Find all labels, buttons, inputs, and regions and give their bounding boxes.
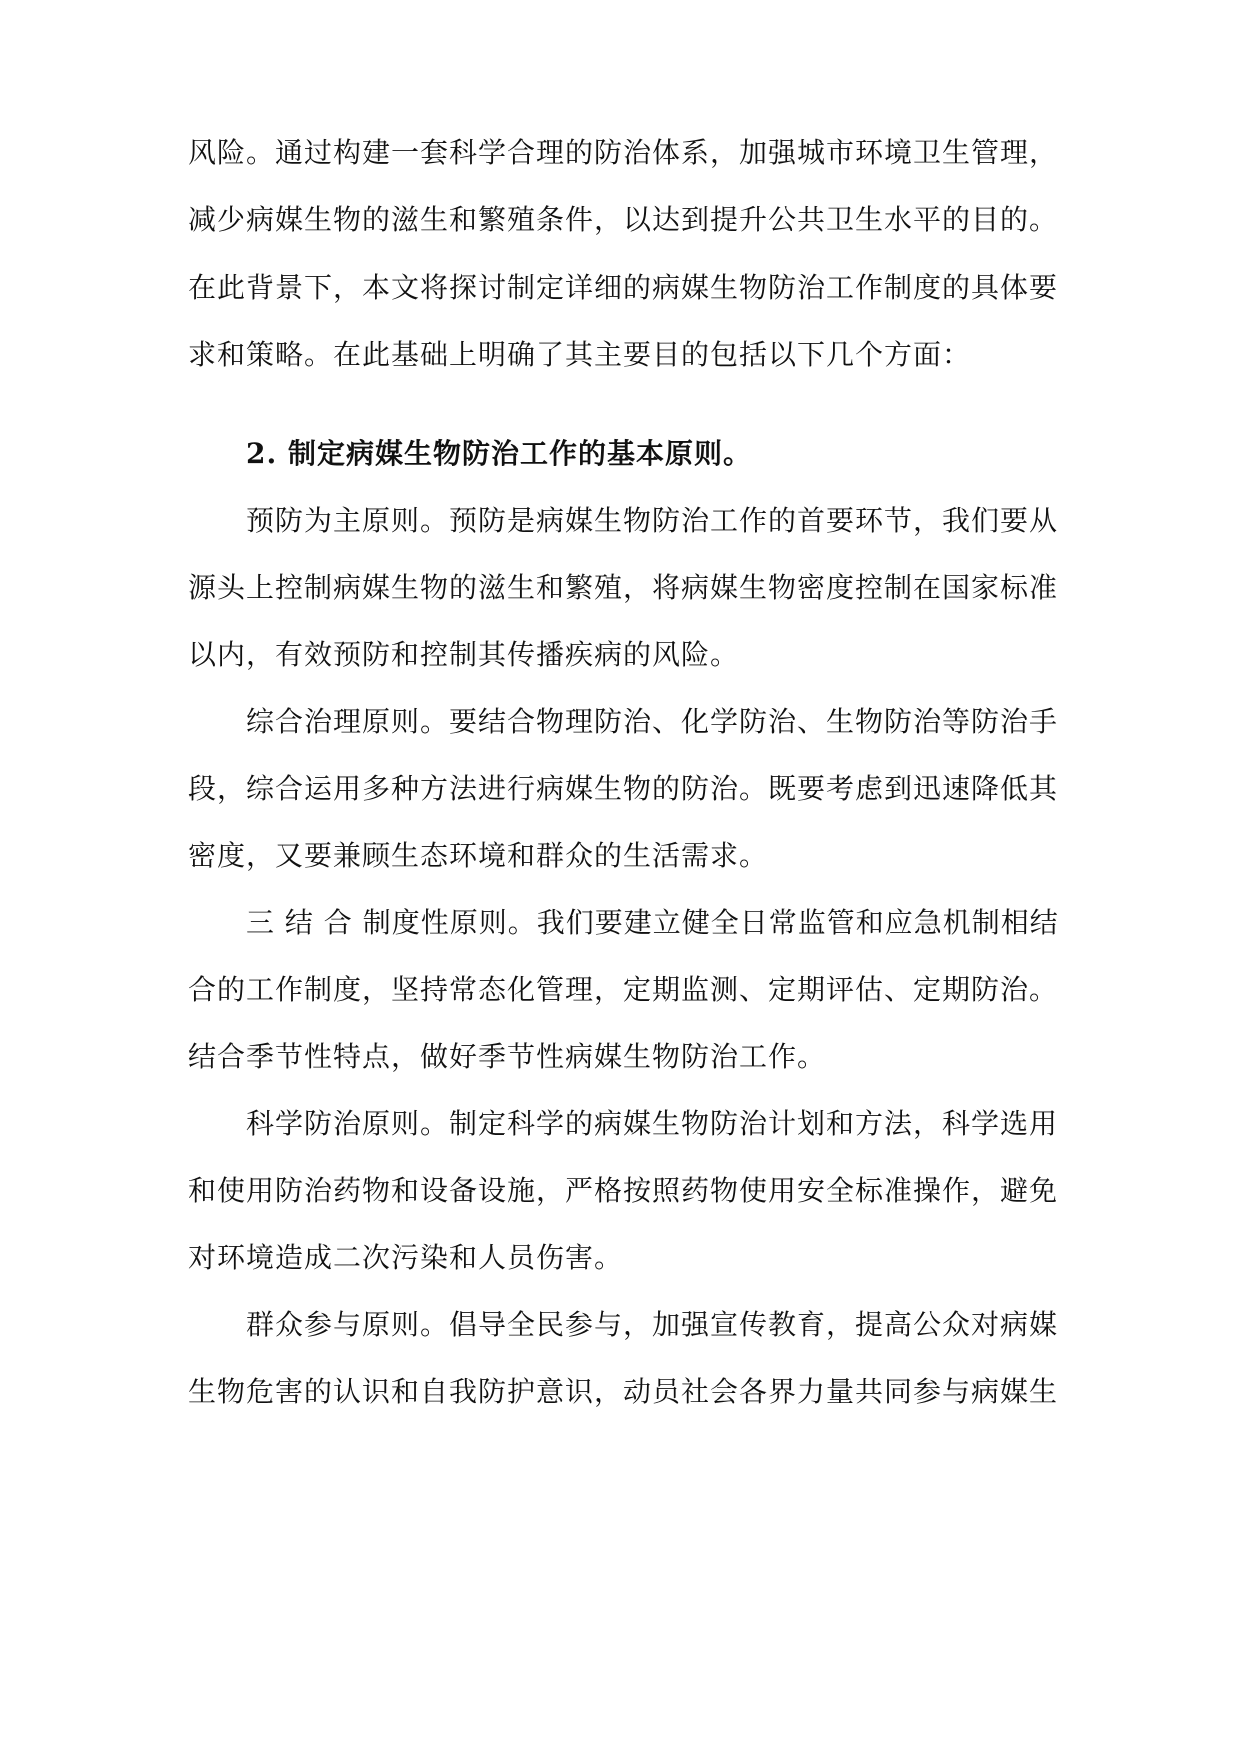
text-line: 群众参与原则。倡导全民参与，加强宣传教育，提高公众对病媒 (246, 1308, 1059, 1341)
text-line: 减少病媒生物的滋生和繁殖条件，以达到提升公共卫生水平的目的。 (188, 203, 1059, 236)
text-line: 预防为主原则。预防是病媒生物防治工作的首要环节，我们要从 (246, 504, 1059, 537)
text-line: 科学防治原则。制定科学的病媒生物防治计划和方法，科学选用 (246, 1107, 1059, 1140)
text-line: 对环境造成二次污染和人员伤害。 (188, 1241, 624, 1274)
text-line: 三 结 合 制度性原则。我们要建立健全日常监管和应急机制相结 (246, 906, 1059, 939)
text-line: 合的工作制度，坚持常态化管理，定期监测、定期评估、定期防治。 (188, 973, 1059, 1006)
text-line: 结合季节性特点，做好季节性病媒生物防治工作。 (188, 1040, 827, 1073)
text-line: 生物危害的认识和自我防护意识，动员社会各界力量共同参与病媒生 (188, 1375, 1059, 1408)
text-line: 段，综合运用多种方法进行病媒生物的防治。既要考虑到迅速降低其 (188, 772, 1059, 805)
text-line: 以内，有效预防和控制其传播疾病的风险。 (188, 638, 740, 671)
section-heading: 2. 制定病媒生物防治工作的基本原则。 (246, 437, 752, 470)
text-line: 源头上控制病媒生物的滋生和繁殖，将病媒生物密度控制在国家标准 (188, 571, 1059, 604)
text-line: 密度，又要兼顾生态环境和群众的生活需求。 (188, 839, 769, 872)
text-line: 综合治理原则。要结合物理防治、化学防治、生物防治等防治手 (246, 705, 1059, 738)
text-line: 风险。通过构建一套科学合理的防治体系，加强城市环境卫生管理， (188, 136, 1059, 169)
text-line: 和使用防治药物和设备设施，严格按照药物使用安全标准操作，避免 (188, 1174, 1059, 1207)
text-line: 求和策略。在此基础上明确了其主要目的包括以下几个方面： (188, 338, 972, 371)
text-line: 在此背景下，本文将探讨制定详细的病媒生物防治工作制度的具体要 (188, 271, 1059, 304)
